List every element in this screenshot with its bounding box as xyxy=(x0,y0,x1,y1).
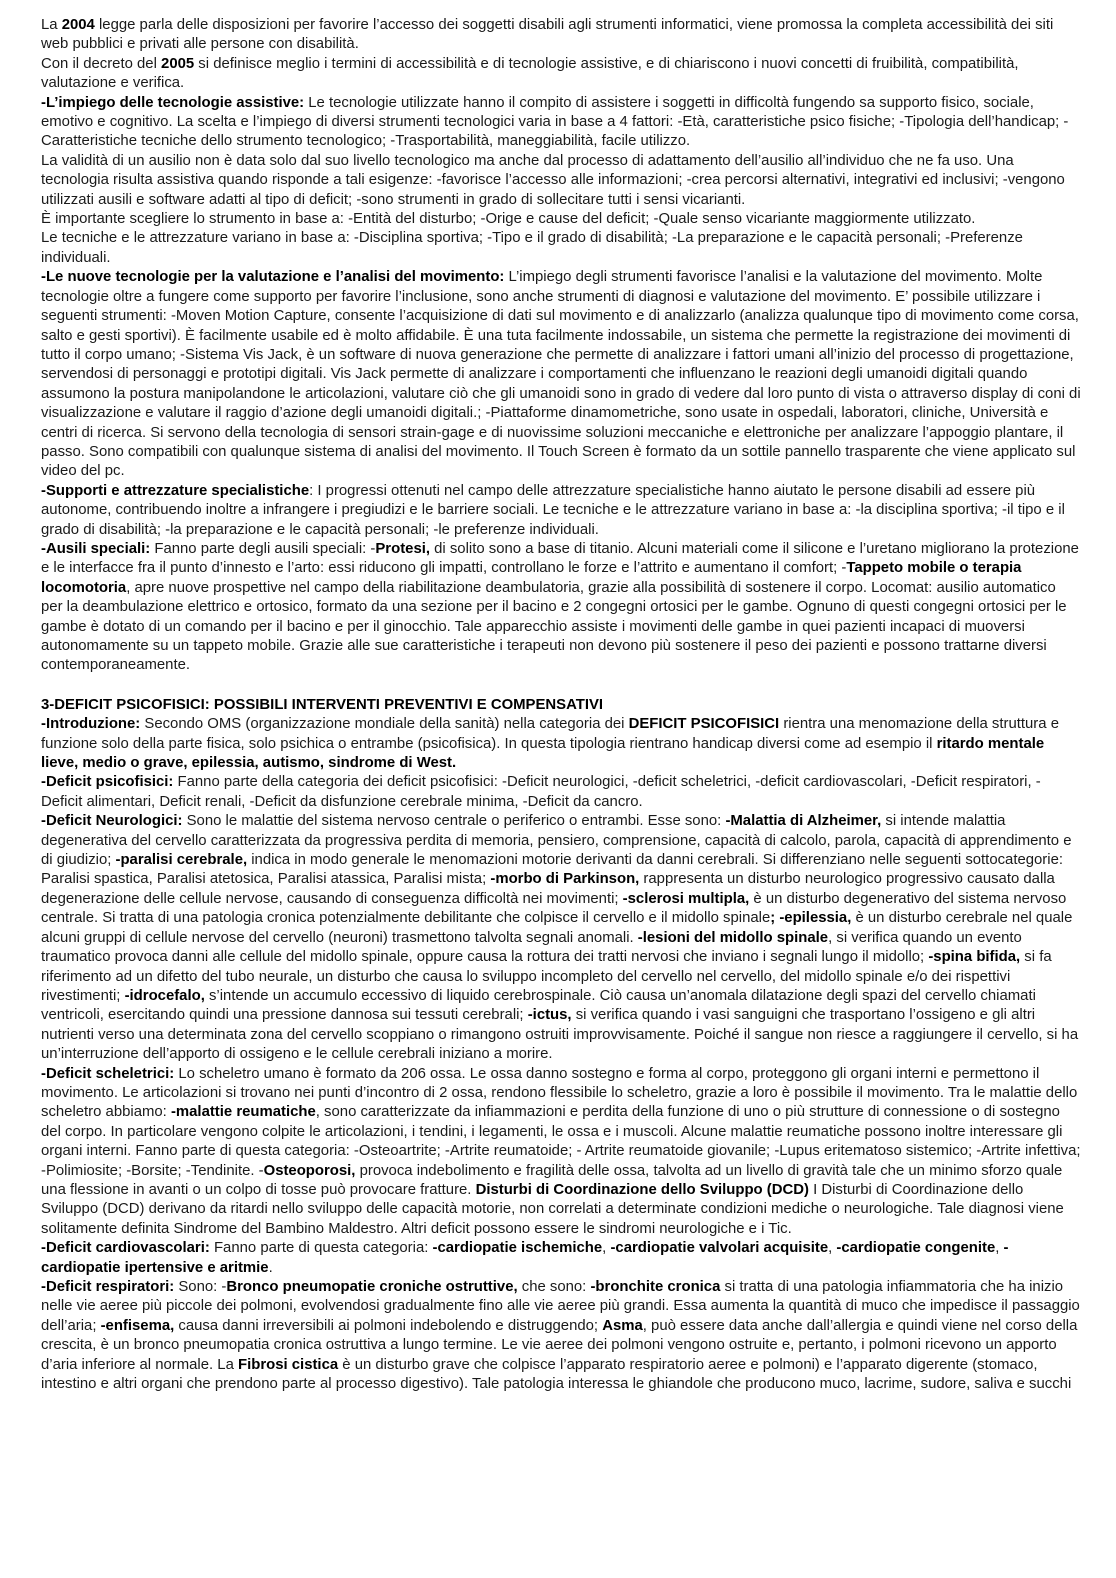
bold-term: Asma xyxy=(602,1317,643,1334)
paragraph: -L’impiego delle tecnologie assistive: Le tecnologie utilizzate hanno il compito di assistere i soggetti in difficoltà fungendo sa supporto fisico, sociale, emotivo e cognitivo. La scelta e l’impiego di diversi strumenti tecnologici varia in base a 4 fattori: -Età, caratteristiche psico fisiche; -Tipologia dell’handicap; -Caratteristiche tecniche dello strumento tecnologico; -Trasportabilità, maneggiabilità, facile utilizzo. xyxy=(41,94,1069,150)
paragraph: -Deficit respiratori: Sono: -Bronco pneumopatie croniche ostruttive, che sono: -bronchite cronica si tratta di una patologia infiammatoria che ha inizio nelle vie aeree più piccole dei polmoni, evolvendosi gradualmente fino alle vie aeree più grandi. Essa aumenta la quantità di muco che impedisce il passaggio dell’aria; -enfisema, causa danni irreversibili ai polmoni indebolendo e distruggendo; Asma, può essere data anche dall’allergia e quindi viene nel corso della crescita, è un bronco pneumopatia cronica ostruttiva a lungo termine. Le vie aeree dei polmoni vengono ostruite e, pertanto, i polmoni ricevono un apporto d’aria inferiore al normale. La Fibrosi cistica è un disturbo grave che colpisce l’apparato respiratorio aeree e polmoni) e l’apparato digerente (stomaco, intestino e altri organi che prendono parte al processo digestivo). Tale patologia interessa le ghiandole che producono muco, lacrime, sudore, saliva e succhi xyxy=(41,1279,1080,1393)
bold-term: -ictus, xyxy=(527,1007,572,1024)
section-psychophysical-deficits xyxy=(41,715,1081,1394)
bold-term: -spina bifida, xyxy=(928,949,1021,966)
bold-term: Disturbi di Coordinazione dello Sviluppo (DCD) xyxy=(475,1181,809,1198)
document-page xyxy=(41,16,1081,1394)
bold-term: -Malattia di Alzheimer, xyxy=(725,813,882,830)
bold-term: Tappeto mobile o terapia locomotoria xyxy=(41,560,1022,596)
bold-term: ; -epilessia, xyxy=(770,910,852,927)
bold-term: 2004 xyxy=(61,17,95,33)
bold-term: -Introduzione: xyxy=(41,716,141,733)
bold-term: -Ausili speciali: xyxy=(41,540,151,557)
bold-term: -Deficit cardiovascolari: xyxy=(41,1240,210,1257)
bold-term: -cardiopatie ipertensive e aritmie xyxy=(41,1240,1009,1276)
bold-term: -morbo di Parkinson, xyxy=(490,871,640,888)
paragraph: Le tecniche e le attrezzature variano in base a: -Disciplina sportiva; -Tipo e il grado di disabilità; -La preparazione e le capacità personali; -Preferenze individuali. xyxy=(41,230,1023,266)
paragraph: La 2004 legge parla delle disposizioni per favorire l’accesso dei soggetti disabili agli strumenti informatici, viene promossa la completa accessibilità dei siti web pubblici e privati alle persone con disabilità. xyxy=(41,17,1054,53)
bold-term: -Le nuove tecnologie per la valutazione e l’analisi del movimento: xyxy=(41,269,505,286)
paragraph: -Deficit cardiovascolari: Fanno parte di questa categoria: -cardiopatie ischemiche, -cardiopatie valvolari acquisite, -cardiopatie congenite, -cardiopatie ipertensive e aritmie. xyxy=(41,1240,1009,1276)
bold-term: Fibrosi cistica xyxy=(238,1356,339,1373)
paragraph: -Deficit Neurologici: Sono le malattie del sistema nervoso centrale o periferico o entrambi. Esse sono: -Malattia di Alzheimer, si intende malattia degenerativa del cervello caratterizzata da progressiva perdita di memoria, pensiero, comprensione, capacità di calcolo, parola, capacità di apprendimento e di giudizio; -paralisi cerebrale, indica in modo generale le menomazioni motorie derivanti da danni cerebrali. Si differenziano nelle seguenti sottocategorie: Paralisi spastica, Paralisi atetosica, Paralisi atassica, Paralisi mista; -morbo di Parkinson, rappresenta un disturbo neurologico progressivo causato dalla degenerazione delle cellule nervose, causando di conseguenza difficoltà nei movimenti; -sclerosi multipla, è un disturbo degenerativo del sistema nervoso centrale. Si tratta di una patologia cronica potenzialmente debilitante che colpisce il cervello e il midollo spinale; -epilessia, è un disturbo cerebrale nel quale alcuni gruppi di cellule nervose del cervello (neuroni) trasmettono talvolta segnali anomali. -lesioni del midollo spinale, si verifica quando un evento traumatico provoca danni alle cellule del midollo spinale, oppure causa la rottura dei tratti nervosi che inviano i segnali lungo il midollo; -spina bifida, si fa riferimento ad un difetto del tubo neurale, un disturbo che causa lo sviluppo incompleto del cervello nel cervello, del midollo spinale e/o dei rispettivi rivestimenti; -idrocefalo, s’intende un accumulo eccessivo di liquido cerebrospinale. Ciò causa un’anomala dilatazione degli spazi del cervello chiamati ventricoli, esercitando quindi una pressione dannosa sui tessuti cerebrali; -ictus, si verifica quando i vasi sanguigni che trasportano l’ossigeno e gli altri nutrienti verso una determinata zona del cervello scoppiano o rimangono ostruiti improvvisamente. Poiché il sangue non riesce a raggiungere il cervello, si ha un’interruzione dell’apporto di ossigeno e le cellule cerebrali iniziano a morire. xyxy=(41,813,1079,1063)
paragraph: La validità di un ausilio non è data solo dal suo livello tecnologico ma anche dal processo di adattamento dell’ausilio all’individuo che ne fa uso. Una tecnologia risulta assistiva quando risponde a tali esigenze: -favorisce l’accesso alle informazioni; -crea percorsi alternativi, integrativi ed inclusivi; -vengono utilizzati ausili e software adatti al tipo di deficit; -sono strumenti in grado di sollecitare tutti i sensi vicarianti. xyxy=(41,152,1065,208)
bold-term: 2005 xyxy=(161,55,195,72)
bold-term: DEFICIT PSICOFISICI xyxy=(628,716,780,733)
paragraph: Con il decreto del 2005 si definisce meglio i termini di accessibilità e di tecnologie assistive, e di chiariscono i nuovi concetti di fruibilità, compatibilità, valutazione e verifica. xyxy=(41,55,1019,92)
paragraph: -Deficit psicofisici: Fanno parte della categoria dei deficit psicofisici: -Deficit neurologici, -deficit scheletrici, -deficit cardiovascolari, -Deficit respiratori, -Deficit alimentari, Deficit renali, -Deficit da disfunzione cerebrale minima, -Deficit da cancro. xyxy=(41,774,1041,810)
bold-term: -Deficit psicofisici: xyxy=(41,774,174,791)
bold-term: -cardiopatie congenite xyxy=(836,1240,996,1257)
bold-term: -cardiopatie ischemiche xyxy=(432,1240,603,1257)
bold-term: -bronchite cronica xyxy=(590,1279,721,1295)
paragraph: -Supporti e attrezzature specialistiche: I progressi ottenuti nel campo delle attrezzature specialistiche hanno aiutato le persone disabili ad essere più autonome, contribuendo inoltre a infrangere i pregiudizi e le barriere sociali. Le tecniche e le attrezzature variano in base a: -la disciplina sportiva; -il tipo e il grado di disabilità; -la preparazione e le capacità personali; -le preferenze individuali. xyxy=(41,482,1065,538)
bold-term: Protesi, xyxy=(375,540,430,557)
section-assistive-technologies xyxy=(41,16,1081,676)
bold-term: ritardo mentale lieve, medio o grave, epilessia, autismo, sindrome di West. xyxy=(41,735,1045,772)
bold-term: -enfisema, xyxy=(100,1317,175,1334)
bold-term: -Deficit scheletrici: xyxy=(41,1065,175,1082)
bold-term: -cardiopatie valvolari acquisite xyxy=(610,1240,829,1257)
bold-term: Bronco pneumopatie croniche ostruttive, xyxy=(226,1279,518,1295)
bold-term: -Deficit respiratori: xyxy=(41,1279,175,1295)
paragraph: -Introduzione: Secondo OMS (organizzazione mondiale della sanità) nella categoria dei DEFICIT PSICOFISICI rientra una menomazione della struttura e funzione solo della parte fisica, solo psichica o entrambe (psicofisica). In questa tipologia rientrano handicap diversi come ad esempio il ritardo mentale lieve, medio o grave, epilessia, autismo, sindrome di West. xyxy=(41,716,1059,772)
paragraph: -Deficit scheletrici: Lo scheletro umano è formato da 206 ossa. Le ossa danno sostegno e forma al corpo, proteggono gli organi interni e permettono il movimento. Le articolazioni si trovano nei punti d’incontro di 2 ossa, rendono flessibile lo scheletro, grazie a loro è possibile il movimento. Tra le malattie dello scheletro abbiamo: -malattie reumatiche, sono caratterizzate da infiammazioni e perdita della funzione di uno o più strutture di connessione o di sostegno del corpo. In particolare vengono colpite le articolazioni, i tendini, i legamenti, le ossa e i muscoli. Alcune malattie reumatiche possono inoltre interessare gli organi interni. Fanno parte di questa categoria: -Osteoartrite; -Artrite reumatoide; - Artrite reumatoide giovanile; -Lupus eritematoso sistemico; -Artrite infettiva; -Polimiosite; -Borsite; -Tendinite. -Osteoporosi, provoca indebolimento e fragilità delle ossa, talvolta ad un livello di gravità tale che un minimo sforzo quale una flessione in avanti o un colpo di tosse può provocare fratture. Disturbi di Coordinazione dello Sviluppo (DCD) I Disturbi di Coordinazione dello Sviluppo (DCD) derivano da ritardi nello sviluppo delle capacità motorie, non correlati a determinate condizioni mediche o neurologiche. Tale diagnosi viene solitamente definita Sindrome del Bambino Maldestro. Altri deficit possono essere le sindromi neurologiche e i Tic. xyxy=(41,1065,1081,1237)
bold-term: -idrocefalo, xyxy=(124,987,205,1004)
bold-term: -sclerosi multipla, xyxy=(622,890,750,907)
bold-term: -L’impiego delle tecnologie assistive: xyxy=(41,94,305,111)
paragraph: -Le nuove tecnologie per la valutazione e l’analisi del movimento: L’impiego degli strumenti favorisce l’analisi e la valutazione del movimento. Molte tecnologie oltre a fungere come supporto per favorire l’inclusione, sono anche strumenti di diagnosi e valutazione del movimento. E’ possibile utilizzare i seguenti strumenti: -Moven Motion Capture, consente l’acquisizione di dati sul movimento e di analizzarlo (analizza qualunque tipo di movimento come corsa, salto e gesti sportivi). È facilmente usabile ed è molto affidabile. È una tuta facilmente indossabile, un sistema che permette la registrazione dei movimenti di tutto il corpo umano; -Sistema Vis Jack, è un software di nuova generazione che permette di analizzare i fattori umani all’inizio del processo di progettazione, servendosi di personaggi e prototipi digitali. Vis Jack permette di analizzare i comportamenti che influenzano le reazioni degli umanoidi digitali quando assumono la postura manipolandone le articolazioni, valutare ciò che gli umanoidi sono in grado di vedere dal loro punto di vista o attraverso display di coni di visualizzazione e valutare il raggio d’azione degli umanoidi digitali.; -Piattaforme dinamometriche, sono usate in ospedali, laboratori, cliniche, Università e centri di ricerca. Si servono della tecnologia di sensori strain-gage e di nuovissime soluzioni meccaniche e elettroniche per analizzare l’appoggio plantare, il passo. Sono compatibili con qualunque sistema di analisi del movimento. Il Touch Screen è formato da un sottile pannello trasparente che viene applicato sul video del pc. xyxy=(41,269,1081,480)
section-spacer xyxy=(41,676,1081,696)
bold-term: -Deficit Neurologici: xyxy=(41,813,183,830)
paragraph: -Ausili speciali: Fanno parte degli ausili speciali: -Protesi, di solito sono a base di titanio. Alcuni materiali come il silicone e l’uretano migliorano la protezione e le interfacce fra il punto d’innesto e l’arto: essi riducono gli impatti, controllano le forze e l’attrito e aumentano il comfort; -Tappeto mobile o terapia locomotoria, apre nuove prospettive nel campo della riabilitazione deambulatoria, grazie alla possibilità di sostenere il corpo. Locomat: ausilio automatico per la deambulazione elettrico e ortosico, formato da una sezione per il bacino e 2 congegni ortosici per le gambe. Ognuno di questi congegni ortosici per le gambe è dotato di un comando per il bacino e per il ginocchio. Tale apparecchio assiste i movimenti delle gambe in quei pazienti incapaci di muoversi autonomamente su un tappeto mobile. Grazie alle sue caratteristiche i terapeuti non devono più sostenere il peso dei pazienti e possono trattarne diversi contemporaneamente. xyxy=(41,540,1079,674)
bold-term: -malattie reumatiche xyxy=(170,1104,316,1121)
section-heading: 3-DEFICIT PSICOFISICI: POSSIBILI INTERVENTI PREVENTIVI E COMPENSATIVI xyxy=(41,696,604,713)
paragraph: È importante scegliere lo strumento in base a: -Entità del disturbo; -Orige e cause del deficit; -Quale senso vicariante maggiormente utilizzato. xyxy=(41,211,976,228)
bold-term: Osteoporosi, xyxy=(263,1162,356,1179)
bold-term: -lesioni del midollo spinale xyxy=(637,929,829,946)
bold-term: -Supporti e attrezzature specialistiche xyxy=(41,482,310,499)
bold-term: -paralisi cerebrale, xyxy=(115,852,248,869)
